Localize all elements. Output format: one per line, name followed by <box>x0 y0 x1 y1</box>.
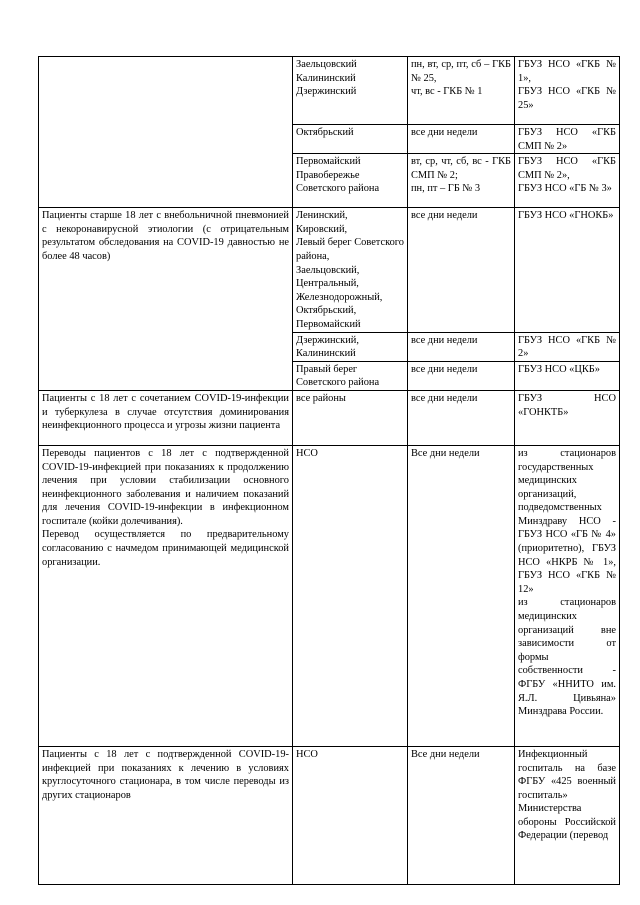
table-row <box>39 208 620 332</box>
table-row <box>39 390 620 445</box>
table-row <box>39 57 620 125</box>
days-cell: все дни недели <box>408 390 515 445</box>
districts-cell: Дзержинский, Калининский <box>293 332 408 361</box>
facility-cell: ГБУЗ НСО «ГКБ СМП № 2», ГБУЗ НСО «ГБ № 3» <box>515 154 620 208</box>
days-cell: Все дни недели <box>408 746 515 884</box>
facility-cell: из стационаров государственных медицинских организаций, подведомственных Минздраву НСО - ГБУЗ НСО «ГБ № 4» (приоритетно), ГБУЗ НСО «НКРБ № 1», ГБУЗ НСО «ГКБ № 12» из стационаров медицинских организаций вне зависимости от формы собственности - ФГБУ «ННИТО им. Я.Л. Цивьяна» Минздрава России. <box>515 445 620 746</box>
districts-cell: Правый берег Советского района <box>293 361 408 390</box>
table-row <box>39 746 620 884</box>
days-cell: пн, вт, ср, пт, сб – ГКБ № 25, чт, вс - ГКБ № 1 <box>408 57 515 125</box>
facility-cell: ГБУЗ НСО «ГНОКБ» <box>515 208 620 332</box>
table-row <box>39 445 620 746</box>
facility-cell: ГБУЗ НСО «ЦКБ» <box>515 361 620 390</box>
patients-cell: Переводы пациентов с 18 лет с подтвержденной COVID-19-инфекцией при показаниях к продолжению лечения при условии стабилизации основного неинфекционного заболевания и наличием показаний для лечения COVID-19-инфекции в инфекционном госпитале (койки долечивания). Перевод осуществляется по предварительному согласованию с начмедом принимающей медицинской организации. <box>39 445 293 746</box>
facility-cell: Инфекционный госпиталь на базе ФГБУ «425 военный госпиталь» Министерства обороны Российской Федерации (перевод <box>515 746 620 884</box>
days-cell: все дни недели <box>408 125 515 154</box>
days-cell: все дни недели <box>408 208 515 332</box>
days-cell: Все дни недели <box>408 445 515 746</box>
days-cell: вт, ср, чт, сб, вс - ГКБ СМП № 2; пн, пт – ГБ № 3 <box>408 154 515 208</box>
districts-cell: НСО <box>293 445 408 746</box>
patients-cell: Пациенты старше 18 лет с внебольничной пневмонией с некоронавирусной этиологии (с отрицательным результатом обследования на COVID-19 давностью не более 48 часов) <box>39 208 293 391</box>
districts-cell: Ленинский, Кировский, Левый берег Советского района, Заельцовский, Центральный, Железнодорожный, Октябрьский, Первомайский <box>293 208 408 332</box>
districts-cell: Заельцовский Калининский Дзержинский <box>293 57 408 125</box>
facility-cell: ГБУЗ НСО «ГКБ № 2» <box>515 332 620 361</box>
districts-cell: все районы <box>293 390 408 445</box>
patients-cell: Пациенты с 18 лет с сочетанием COVID-19-инфекции и туберкулеза в случае отсутствия доминирования неинфекционного процесса и угрозы жизни пациента <box>39 390 293 445</box>
days-cell: все дни недели <box>408 332 515 361</box>
hospital-routing-table <box>38 56 620 885</box>
districts-cell: НСО <box>293 746 408 884</box>
facility-cell: ГБУЗ НСО «ГКБ № 1», ГБУЗ НСО «ГКБ № 25» <box>515 57 620 125</box>
patients-cell: Пациенты с 18 лет с подтвержденной COVID-19-инфекцией при показаниях к лечению в условиях круглосуточного стационара, в том числе переводы из других стационаров <box>39 746 293 884</box>
facility-cell: ГБУЗ НСО «ГОНКТБ» <box>515 390 620 445</box>
districts-cell: Первомайский Правобережье Советского района <box>293 154 408 208</box>
days-cell: все дни недели <box>408 361 515 390</box>
districts-cell: Октябрьский <box>293 125 408 154</box>
facility-cell: ГБУЗ НСО «ГКБ СМП № 2» <box>515 125 620 154</box>
patients-cell <box>39 57 293 208</box>
